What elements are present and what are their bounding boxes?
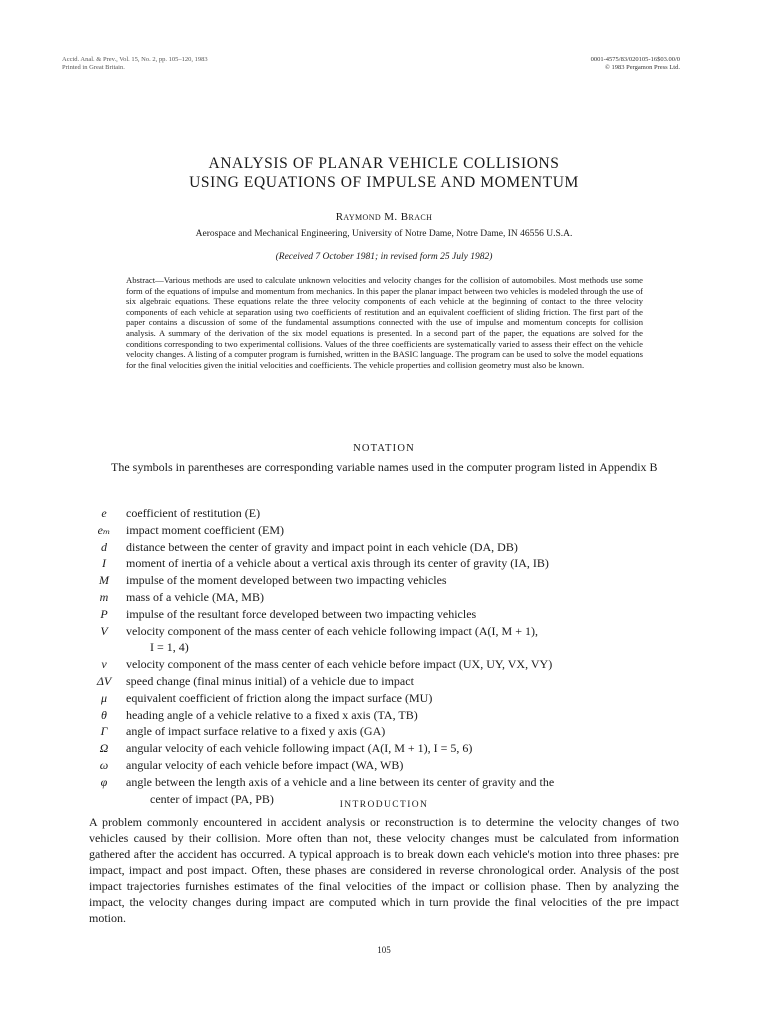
notation-description-text: angular velocity of each vehicle following impact (A(I, M + 1), I = 5, 6) bbox=[126, 741, 473, 756]
printed-line: Printed in Great Britain. bbox=[62, 64, 125, 71]
notation-description-text: equivalent coefficient of friction along the impact surface (MU) bbox=[126, 690, 433, 705]
notation-description bbox=[122, 572, 686, 589]
notation-item bbox=[86, 572, 686, 589]
notation-description-text: heading angle of a vehicle relative to a fixed x axis (TA, TB) bbox=[126, 707, 418, 722]
notation-symbol: μ bbox=[100, 690, 108, 705]
notation-symbol: e bbox=[101, 506, 107, 520]
notation-symbol: θ bbox=[101, 707, 107, 722]
copyright-line: © 1983 Pergamon Press Ltd. bbox=[604, 64, 680, 71]
received-text: (Received 7 October 1981; in revised form 25 July 1982) bbox=[275, 252, 493, 262]
notation-symbol: V bbox=[100, 623, 108, 638]
notation-description-continuation: center of impact (PA, PB) bbox=[150, 791, 274, 806]
notation-description bbox=[122, 740, 686, 757]
notation-item bbox=[86, 740, 686, 757]
notation-intro: The symbols in parentheses are corresponding variable names used in the computer program listed in Appendix B bbox=[111, 460, 658, 474]
introduction-heading: INTRODUCTION bbox=[339, 800, 429, 810]
notation-item bbox=[86, 606, 686, 623]
title-line-1: ANALYSIS OF PLANAR VEHICLE COLLISIONS bbox=[208, 155, 560, 172]
notation-symbol: ΔV bbox=[96, 673, 112, 688]
journal-line: Accid. Anal. & Prev., Vol. 15, No. 2, pp. 105–120, 1983 bbox=[62, 56, 208, 63]
notation-item bbox=[86, 673, 686, 690]
notation-description-text: speed change (final minus initial) of a vehicle due to impact bbox=[126, 673, 414, 688]
author-name: Raymond M. Brach bbox=[335, 211, 433, 223]
notation-symbol: M bbox=[99, 573, 109, 588]
notation-description-text: coefficient of restitution (E) bbox=[126, 506, 261, 520]
notation-item bbox=[86, 757, 686, 774]
notation-description-text: velocity component of the mass center of each vehicle following impact (A(I, M + 1), bbox=[126, 623, 538, 638]
notation-description-text: angle between the length axis of a vehicle and a line between its center of gravity and the bbox=[126, 774, 555, 789]
notation-description bbox=[122, 690, 686, 707]
notation-description bbox=[122, 656, 686, 673]
notation-description bbox=[122, 522, 686, 539]
notation-item bbox=[86, 656, 686, 673]
notation-description-continuation: I = 1, 4) bbox=[150, 640, 189, 655]
notation-symbol: d bbox=[101, 539, 107, 554]
received-dates bbox=[0, 252, 768, 262]
notation-item bbox=[86, 589, 686, 606]
notation-description-text: angle of impact surface relative to a fixed y axis (GA) bbox=[126, 724, 386, 739]
notation-description bbox=[122, 555, 686, 572]
notation-description bbox=[122, 589, 686, 606]
notation-item bbox=[86, 723, 686, 740]
notation-description-text: velocity component of the mass center of each vehicle before impact (UX, UY, VX, VY) bbox=[126, 657, 553, 672]
introduction-body: A problem commonly encountered in accident analysis or reconstruction is to determine the velocity changes of two vehicles caused by their collision. More often than not, these velocity changes must be calculated from information gathered after the accident has occurred. A typical approach is to break down each vehicle's motion into three phases: pre impact, impact and post impact. Often, these phases are considered in reverse chronological order. Analysis of the post impact trajectories furnishes estimates of the final velocities of the impact or collision phase. Then by analyzing the impact, the velocity changes during impact are computed which in turn provide the final velocities of the pre impact motion. bbox=[89, 815, 679, 925]
notation-description-text: distance between the center of gravity and impact point in each vehicle (DA, DB) bbox=[126, 539, 518, 554]
notation-description bbox=[122, 673, 686, 690]
notation-symbol: P bbox=[100, 606, 108, 621]
notation-description-text: mass of a vehicle (MA, MB) bbox=[126, 589, 264, 604]
title-line-2: USING EQUATIONS OF IMPULSE AND MOMENTUM bbox=[189, 174, 579, 191]
author bbox=[0, 211, 768, 223]
notation-description-text: moment of inertia of a vehicle about a vertical axis through its center of gravity (IA, IB) bbox=[126, 556, 549, 571]
notation-description bbox=[122, 505, 686, 522]
notation-item bbox=[86, 623, 686, 657]
notation-symbol: ω bbox=[99, 757, 109, 772]
notation-item bbox=[86, 522, 686, 539]
notation-symbol: I bbox=[102, 556, 106, 571]
notation-description-text: impulse of the resultant force developed between two impacting vehicles bbox=[126, 606, 477, 621]
notation-description-text: angular velocity of each vehicle before impact (WA, WB) bbox=[126, 757, 404, 772]
notation-symbol: m bbox=[99, 589, 109, 604]
notation-item bbox=[86, 539, 686, 556]
notation-item bbox=[86, 690, 686, 707]
notation-symbol: Γ bbox=[100, 724, 108, 739]
notation-description-text: impulse of the moment developed between two impacting vehicles bbox=[126, 573, 447, 588]
abstract: Abstract—Various methods are used to calculate unknown velocities and velocity changes for the collision of automobiles. Most methods use some form of the equations of impulse and momentum from mechanics. In this paper the planar impact between two vehicles is modeled through the use of six algebraic equations. These equations relate the three velocity components of each vehicle at the beginning of contact to the three velocity components of each vehicle at separation using two coefficients of restitution and an equivalent coefficient of sliding friction. The first part of the paper contains a discussion of some of the fundamental assumptions connected with the use of impulse and momentum concepts for collision analysis. A summary of the derivation of the six model equations is presented. In a second part of the paper, the equations are solved for the conditions corresponding to two experimental collisions. Values of the three coefficients are systematically varied to assess their effect on the vehicle velocity changes. A listing of a computer program is furnished, written in the BASIC language. The program can be used to solve the model equations for the final velocities given the initial velocities and coefficients. The vehicle properties and collision geometry must also be known. bbox=[126, 275, 643, 370]
notation-list bbox=[86, 505, 686, 807]
notation-description bbox=[122, 606, 686, 623]
notation-item bbox=[86, 555, 686, 572]
paper-title bbox=[0, 154, 768, 192]
notation-symbol: v bbox=[101, 657, 107, 672]
notation-description bbox=[122, 707, 686, 724]
article-code: 0001-4575/83/020105-16$03.00/0 bbox=[590, 56, 680, 63]
notation-description bbox=[122, 623, 686, 657]
notation-symbol: φ bbox=[100, 774, 108, 789]
notation-symbol: eₘ bbox=[97, 522, 111, 537]
affiliation: Aerospace and Mechanical Engineering, University of Notre Dame, Notre Dame, IN 46556 U.S.A. bbox=[195, 229, 573, 239]
notation-heading: NOTATION bbox=[353, 443, 415, 454]
notation-description bbox=[122, 539, 686, 556]
notation-description bbox=[122, 757, 686, 774]
notation-description bbox=[122, 723, 686, 740]
notation-symbol: Ω bbox=[99, 741, 109, 756]
notation-item bbox=[86, 707, 686, 724]
notation-description-text: impact moment coefficient (EM) bbox=[126, 522, 285, 537]
journal-citation bbox=[62, 56, 208, 72]
page-number: 105 bbox=[377, 945, 391, 955]
copyright-block bbox=[591, 56, 680, 72]
notation-item bbox=[86, 505, 686, 522]
